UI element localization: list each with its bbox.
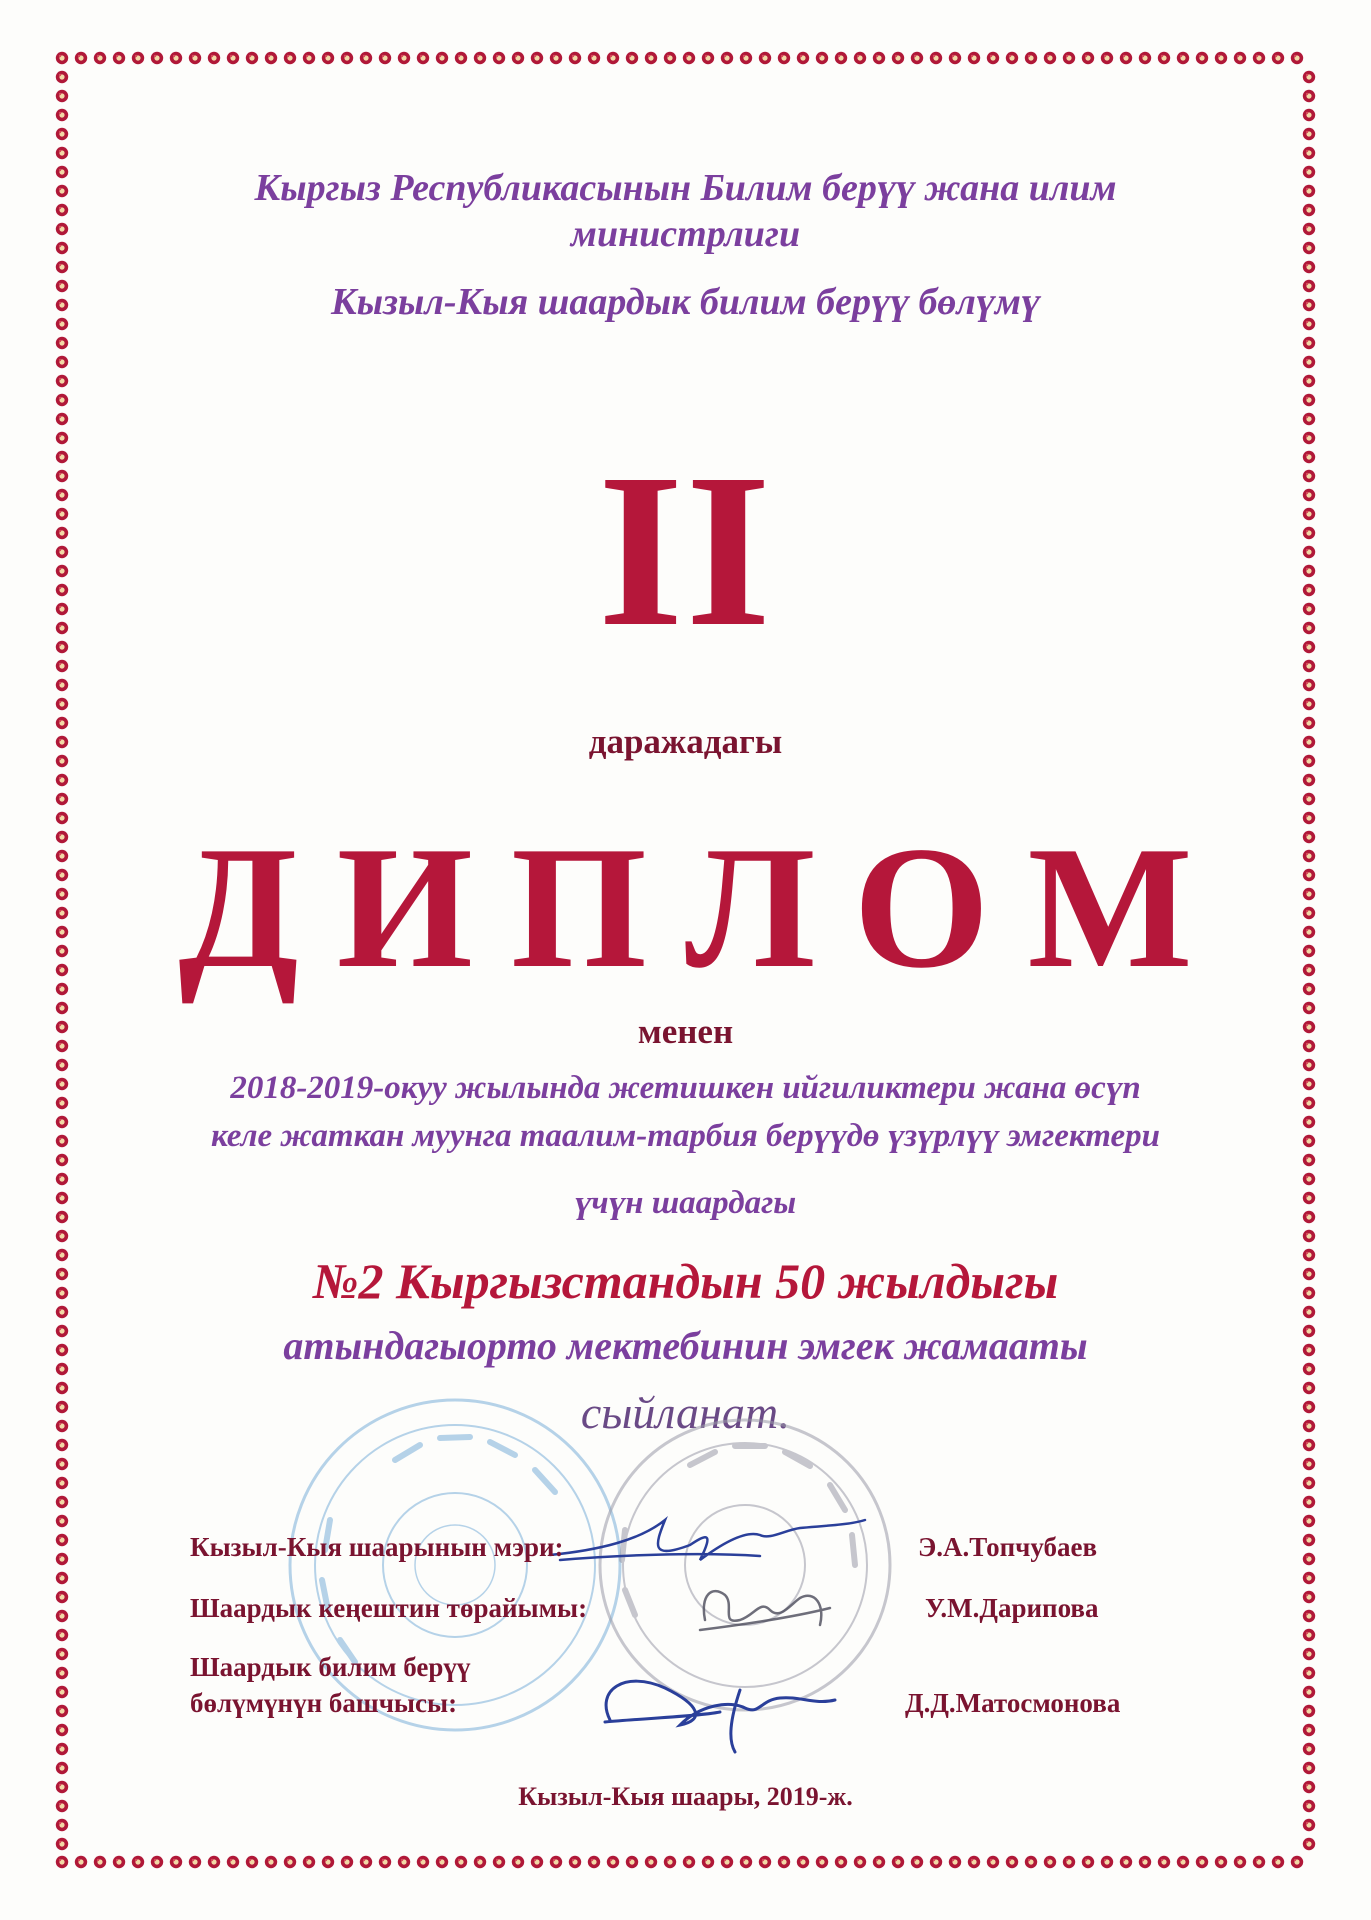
ministry-line-1: Кыргыз Республикасынын Билим берүү жана илим xyxy=(254,167,1117,209)
reason-line-1: 2018-2019-окуу жылында жетишкен ийгиликтери жана өсүп xyxy=(230,1070,1141,1106)
signatory-name-council-chair: У.М.Дарипова xyxy=(925,1593,1099,1623)
reason-line-2: келе жаткан муунга таалим-тарбия берүүдө үзүрлүү эмгектери xyxy=(211,1118,1160,1154)
signatory-role-council-chair: Шаардык кеңештин төрайымы: xyxy=(190,1593,588,1623)
signatory-role-mayor: Кызыл-Кыя шаарынын мэри: xyxy=(190,1532,564,1562)
recipient-collective: атындагыорто мектебинин эмгек жамааты xyxy=(283,1323,1088,1368)
ministry-line-2: министрлиги xyxy=(570,213,801,255)
signatory-name-education-head: Д.Д.Матосмонова xyxy=(905,1688,1121,1718)
diploma-title: ДИПЛОМ xyxy=(178,810,1231,1004)
diploma-grade: II xyxy=(597,428,774,672)
reason-line-3: үчүн шаардагы xyxy=(574,1185,797,1221)
signatory-role-education-head-line1: Шаардык билим берүү xyxy=(190,1652,471,1682)
signatory-role-education-head-line2: бөлүмүнүн башчысы: xyxy=(190,1688,458,1718)
grade-word: даражадагы xyxy=(588,722,783,761)
signatory-name-mayor: Э.А.Топчубаев xyxy=(918,1532,1098,1562)
with-word: менен xyxy=(637,1012,734,1051)
department-name: Кызыл-Кыя шаардык билим берүү бөлүмү xyxy=(331,281,1040,323)
place-and-year: Кызыл-Кыя шаары, 2019-ж. xyxy=(518,1782,853,1811)
awarded-word: сыйланат. xyxy=(580,1387,791,1438)
recipient-school: №2 Кыргызстандын 50 жылдыгы xyxy=(312,1253,1059,1309)
